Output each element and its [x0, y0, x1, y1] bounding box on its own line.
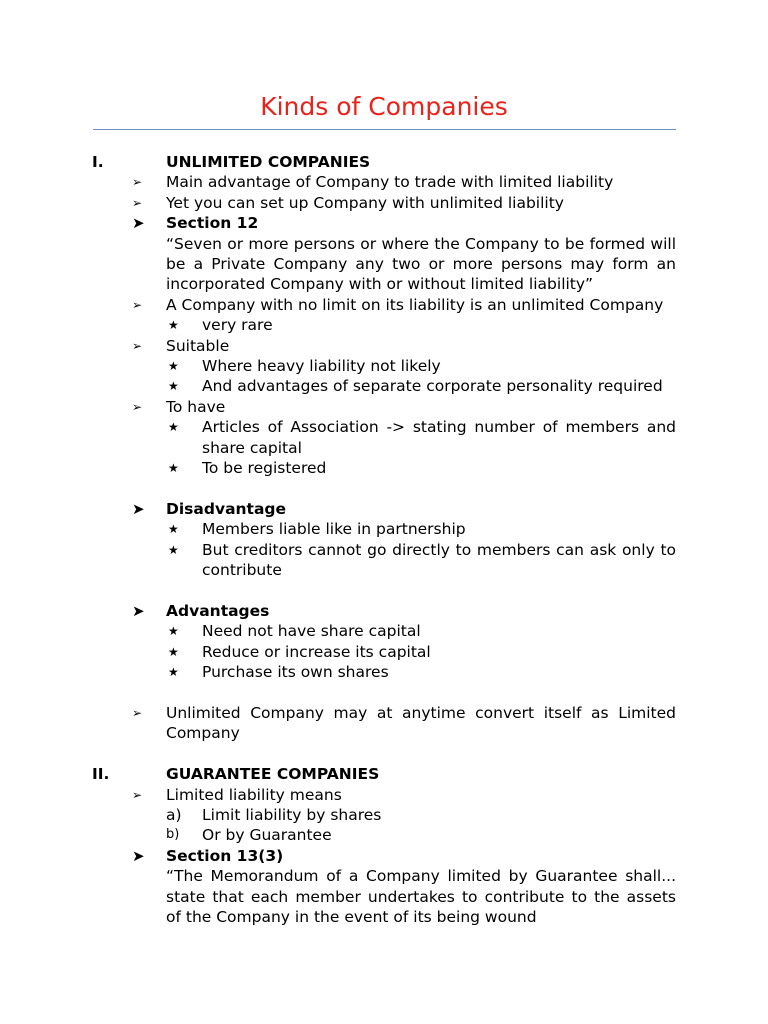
- bullet-text: Suitable: [166, 336, 230, 355]
- bullet-heading: Section 13(3): [166, 846, 284, 865]
- section-number: I.: [92, 153, 104, 171]
- quote-paragraph: “Seven or more persons or where the Company to be formed will be a Private Company any two or more persons may form an incorporated Company with or without limited liability”: [166, 234, 676, 294]
- bullet-text: Limited liability means: [166, 785, 342, 804]
- quote-paragraph: “The Memorandum of a Company limited by Guarantee shall... state that each member undertakes to contribute to the assets of the Company in the event of its being wound: [166, 867, 676, 926]
- sub-bullet-text: Need not have share capital: [202, 622, 421, 641]
- sub-bullet-item: [92, 662, 676, 682]
- bullet-text: To have: [166, 397, 226, 416]
- sub-bullet-item: [92, 356, 676, 376]
- sub-bullet-item: [92, 376, 676, 396]
- bullet-item: [92, 172, 676, 192]
- bullet-item: [92, 397, 676, 417]
- list-letter: b): [166, 827, 180, 843]
- arrow-bullet-icon: ➢: [132, 787, 143, 802]
- sub-bullet-item: [92, 519, 676, 539]
- star-bullet-icon: ★: [168, 624, 179, 639]
- bullet-item: [92, 499, 676, 519]
- section-heading: [92, 152, 676, 172]
- bullet-item: [92, 193, 676, 213]
- arrow-bullet-icon: ➢: [132, 705, 143, 720]
- sub-bullet-text: Members liable like in partnership: [202, 520, 466, 539]
- sub-bullet-text: very rare: [202, 316, 273, 335]
- bullet-item: [92, 336, 676, 356]
- spacer: [92, 479, 676, 499]
- document-title: Kinds of Companies: [260, 92, 508, 121]
- document-body: [92, 152, 676, 927]
- sub-bullet-item: [92, 540, 676, 581]
- bullet-heading: Advantages: [166, 601, 270, 620]
- bullet-text: Yet you can set up Company with unlimited liability: [166, 193, 564, 212]
- sub-bullet-text: Where heavy liability not likely: [202, 357, 441, 376]
- arrow-bullet-icon: ➢: [132, 399, 143, 414]
- star-bullet-icon: ★: [168, 542, 179, 557]
- bullet-heading: Disadvantage: [166, 499, 287, 518]
- bullet-item: [92, 295, 676, 315]
- spacer: [92, 683, 676, 703]
- bold-arrow-bullet-icon: ➤: [132, 214, 145, 233]
- section-title: UNLIMITED COMPANIES: [166, 153, 371, 171]
- star-bullet-icon: ★: [168, 461, 179, 476]
- sub-bullet-text: To be registered: [202, 459, 327, 478]
- arrow-bullet-icon: ➢: [132, 175, 143, 190]
- bullet-item: [92, 601, 676, 621]
- sub-bullet-text: Or by Guarantee: [202, 826, 332, 845]
- sub-bullet-item: [92, 458, 676, 478]
- bullet-item: [92, 785, 676, 805]
- sub-bullet-item: [92, 825, 676, 845]
- star-bullet-icon: ★: [168, 420, 179, 435]
- star-bullet-icon: ★: [168, 522, 179, 537]
- sub-bullet-text: Articles of Association -> stating number of members and share capital: [202, 418, 676, 457]
- bullet-heading: Section 12: [166, 214, 259, 233]
- spacer: [92, 744, 676, 764]
- star-bullet-icon: ★: [168, 318, 179, 333]
- sub-bullet-item: [92, 417, 676, 458]
- arrow-bullet-icon: ➢: [132, 297, 143, 312]
- section-number: II.: [92, 765, 110, 784]
- arrow-bullet-icon: ➢: [132, 338, 143, 353]
- sub-bullet-text: Reduce or increase its capital: [202, 642, 431, 661]
- bullet-item: [92, 213, 676, 233]
- star-bullet-icon: ★: [168, 379, 179, 394]
- bullet-item: [92, 846, 676, 866]
- sub-bullet-text: And advantages of separate corporate personality required: [202, 377, 663, 396]
- spacer: [92, 581, 676, 601]
- bullet-item: [92, 703, 676, 744]
- bold-arrow-bullet-icon: ➤: [132, 499, 145, 518]
- sub-bullet-item: [92, 315, 676, 335]
- title-divider: [93, 129, 676, 130]
- bullet-text: Main advantage of Company to trade with limited liability: [166, 173, 614, 192]
- section-title: GUARANTEE COMPANIES: [166, 765, 380, 784]
- bullet-text: A Company with no limit on its liability is an unlimited Company: [166, 295, 664, 314]
- sub-bullet-item: [92, 805, 676, 825]
- star-bullet-icon: ★: [168, 665, 179, 680]
- bold-arrow-bullet-icon: ➤: [132, 846, 145, 865]
- section-heading: [92, 764, 676, 784]
- list-letter: a): [166, 805, 182, 824]
- sub-bullet-text: But creditors cannot go directly to members can ask only to contribute: [202, 540, 676, 580]
- sub-bullet-text: Purchase its own shares: [202, 663, 389, 682]
- star-bullet-icon: ★: [168, 644, 179, 659]
- sub-bullet-text: Limit liability by shares: [202, 805, 382, 824]
- bold-arrow-bullet-icon: ➤: [132, 601, 145, 620]
- sub-bullet-item: [92, 642, 676, 662]
- arrow-bullet-icon: ➢: [132, 195, 143, 210]
- star-bullet-icon: ★: [168, 359, 179, 374]
- sub-bullet-item: [92, 621, 676, 641]
- bullet-text: Unlimited Company may at anytime convert itself as Limited Company: [166, 703, 676, 743]
